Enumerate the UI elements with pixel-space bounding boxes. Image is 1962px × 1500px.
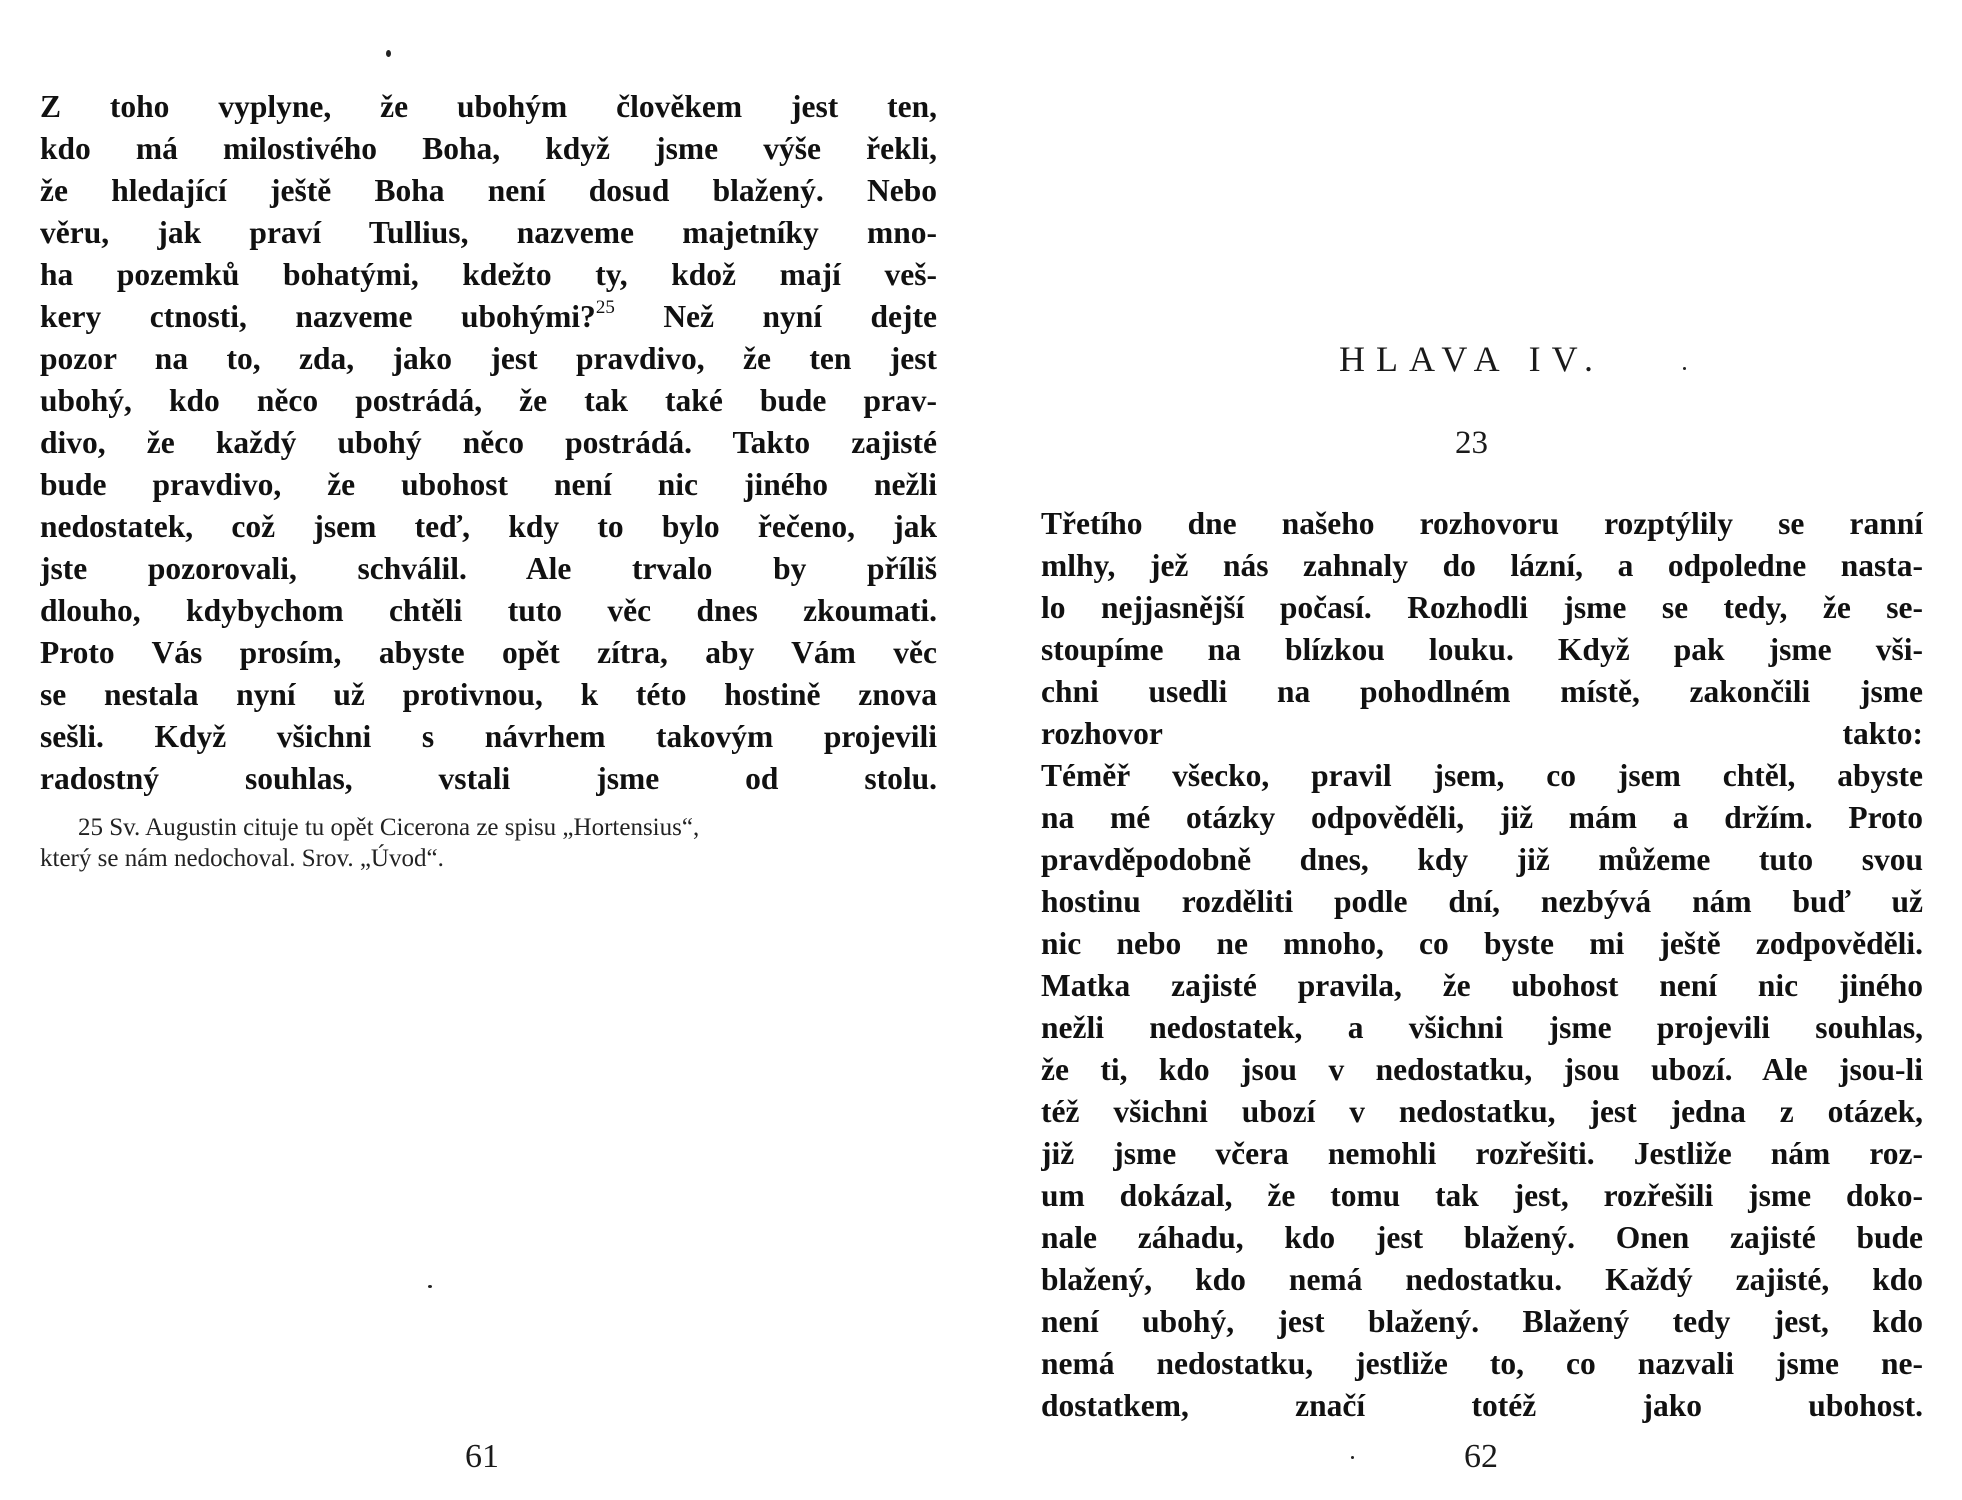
text-line: pozor na to, zda, jako jest pravdivo, že ten jest — [40, 341, 937, 376]
text-line: nale záhadu, kdo jest blažený. Onen zajisté bude — [1041, 1220, 1923, 1255]
text-line: Matka zajisté pravila, že ubohost není nic jiného — [1041, 968, 1923, 1003]
text-line: Třetího dne našeho rozhovoru rozptýlily se ranní — [1041, 506, 1923, 541]
text-line-with-footnote — [40, 296, 937, 338]
text-line: že hledající ještě Boha není dosud blažený. Nebo — [40, 173, 937, 208]
text-line: nic nebo ne mnoho, co byste mi ještě zodpověděli. — [1041, 926, 1923, 961]
text-line: stoupíme na blízkou louku. Když pak jsme vši- — [1041, 632, 1923, 667]
footnote-reference: 25 — [595, 297, 615, 318]
text-line: blažený, kdo nemá nedostatku. Každý zajisté, kdo — [1041, 1262, 1923, 1297]
print-speck — [428, 1285, 432, 1288]
text-line: pravděpodobně dnes, kdy již můžeme tuto svou — [1041, 842, 1923, 877]
text-line: Z toho vyplyne, že ubohým člověkem jest ten, — [40, 89, 937, 124]
text-fragment: kery ctnosti, nazveme ubohými? — [40, 299, 596, 334]
text-line: lo nejjasnější počasí. Rozhodli jsme se tedy, že se- — [1041, 590, 1923, 625]
text-line: nedostatek, což jsem teď, kdy to bylo řečeno, jak — [40, 509, 937, 544]
text-line: nemá nedostatku, jestliže to, co nazvali jsme ne- — [1041, 1346, 1923, 1381]
text-line: na mé otázky odpověděli, již mám a držím. Proto — [1041, 800, 1923, 835]
text-line: že ti, kdo jsou v nedostatku, jsou ubozí. Ale jsou-li — [1041, 1052, 1923, 1087]
text-line: um dokázal, že tomu tak jest, rozřešili jsme doko- — [1041, 1178, 1923, 1213]
text-line: dlouho, kdybychom chtěli tuto věc dnes zkoumati. — [40, 593, 937, 628]
text-line: rozhovor takto: — [1041, 716, 1923, 751]
text-line: se nestala nyní už protivnou, k této hostině znova — [40, 677, 937, 712]
text-line: bude pravdivo, že ubohost není nic jiného nežli — [40, 467, 937, 502]
text-line: již jsme včera nemohli rozřešiti. Jestliže nám roz- — [1041, 1136, 1923, 1171]
text-line: ha pozemků bohatými, kdežto ty, kdož mají veš- — [40, 257, 937, 292]
text-line: též všichni ubozí v nedostatku, jest jedna z otázek, — [1041, 1094, 1923, 1129]
text-line: mlhy, jež nás zahnaly do lázní, a odpoledne nasta- — [1041, 548, 1923, 583]
text-line: není ubohý, jest blažený. Blažený tedy jest, kdo — [1041, 1304, 1923, 1339]
text-line: hostinu rozděliti podle dní, nezbývá nám buď už — [1041, 884, 1923, 919]
text-line: divo, že každý ubohý něco postrádá. Takto zajisté — [40, 425, 937, 460]
print-speck — [386, 50, 391, 57]
right-page — [981, 0, 1962, 1500]
text-line: Téměř všecko, pravil jsem, co jsem chtěl, abyste — [1041, 758, 1923, 793]
text-line: radostný souhlas, vstali jsme od stolu. — [40, 761, 937, 796]
text-line: jste pozorovali, schválil. Ale trvalo by příliš — [40, 551, 937, 586]
text-line: ubohý, kdo něco postrádá, že tak také bude prav- — [40, 383, 937, 418]
text-line: Proto Vás prosím, abyste opět zítra, aby Vám věc — [40, 635, 937, 670]
chapter-number: 23 — [1455, 425, 1488, 461]
footnote — [40, 812, 940, 874]
text-line: věru, jak praví Tullius, nazveme majetníky mno- — [40, 215, 937, 250]
left-paragraph — [40, 86, 937, 800]
print-speck — [1351, 1456, 1354, 1459]
chapter-heading: HLAVA IV. — [1338, 339, 1605, 379]
text-line: dostatkem, značí totéž jako ubohost. — [1041, 1388, 1923, 1423]
footnote-line: 25 Sv. Augustin cituje tu opět Cicerona ze spisu „Hortensius“, — [78, 814, 700, 841]
right-text — [1041, 503, 1923, 1427]
text-line: nežli nedostatek, a všichni jsme projevili souhlas, — [1041, 1010, 1923, 1045]
page-number: 62 — [1464, 1438, 1498, 1475]
text-line: sešli. Když všichni s návrhem takovým projevili — [40, 719, 937, 754]
text-fragment: Než nyní dejte — [663, 299, 937, 334]
footnote-line: který se nám nedochoval. Srov. „Úvod“. — [40, 845, 444, 872]
text-line: chni usedli na pohodlném místě, zakončili jsme — [1041, 674, 1923, 709]
text-line: kdo má milostivého Boha, když jsme výše řekli, — [40, 131, 937, 166]
page-number: 61 — [465, 1438, 499, 1475]
